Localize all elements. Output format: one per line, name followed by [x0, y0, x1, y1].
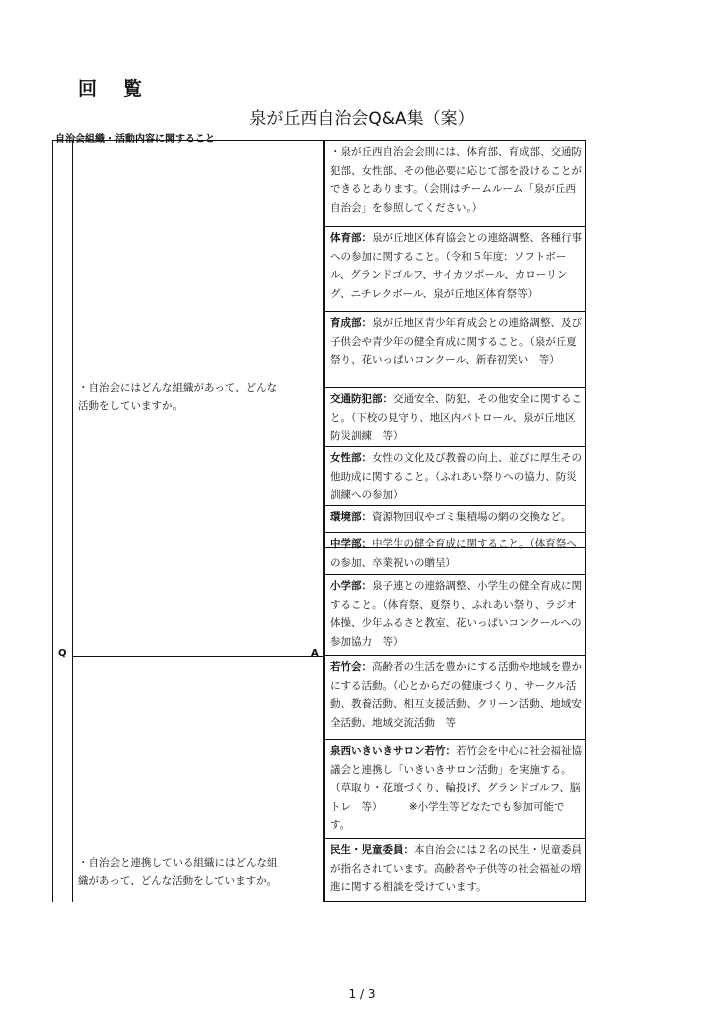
answer-wakatake-club-text: 高齢者の生活を豊かにする活動や地域を豊かにする活動。（心とからだの健康づくり、サークル活動、教養活動、相互支援活動、クリーン活動、地域安全活動、地域交流活動 等 — [330, 661, 582, 729]
answer-elementary-dept-text: 泉子連との連絡調整、小学生の健全育成に関すること。（体育祭、夏祭り、ふれあい祭り、ラジオ体操、少年ふるさと教室、花いっぱいコンクールへの参加協力 等） — [330, 580, 582, 648]
answer-sports-dept-title: 体育部： — [330, 232, 372, 244]
question-2: ・自治会と連携している組織にはどんな組織があって、どんな活動をしていますか。 — [78, 857, 278, 887]
answer-elementary-dept — [324, 574, 586, 656]
answer-ikiiki-salon — [324, 739, 586, 839]
document-title: 泉が丘西自治会Q&A集（案） — [249, 109, 475, 129]
answer-youth-dept-title: 育成部： — [330, 317, 372, 329]
answer-sports-dept-text: 泉が丘地区体育協会との連絡調整、各種行事への参加に関すること。（令和５年度：ソフトボール、グランドゴルフ、サイカツボール、カローリング、ニチレクボール、泉が丘地区体育祭等） — [330, 232, 582, 300]
answer-junior-high-dept — [324, 532, 586, 575]
answer-welfare-commissioners-title: 民生・児童委員： — [330, 844, 414, 856]
answer-environment-dept-title: 環境部： — [330, 511, 372, 523]
answer-welfare-commissioners — [324, 838, 586, 902]
answer-general-text: ・泉が丘西自治会会則には、体育部、育成部、交通防犯部、女性部、その他必要に応じて部を設けることができるとあります。（会則はチームルーム「泉が丘西自治会」を参照してください。） — [330, 146, 582, 214]
answer-women-dept — [324, 446, 586, 506]
answer-environment-dept-text: 資源物回収やゴミ集積場の網の交換など。 — [372, 511, 572, 523]
question-1: ・自治会にはどんな組織があって、どんな活動をしていますか。 — [78, 382, 278, 412]
page-number: 1 / 3 — [348, 987, 376, 1001]
answer-general — [324, 140, 586, 227]
answer-sports-dept — [324, 226, 586, 312]
section-heading: 自治会組織・活動内容に関すること — [55, 134, 215, 145]
answer-wakatake-club — [324, 655, 586, 740]
circulation-label: 回覧 — [78, 78, 169, 100]
answer-junior-high-dept-text: 中学生の健全育成に関すること。（体育祭への参加、卒業祝いの贈呈） — [330, 538, 577, 569]
answer-traffic-crime-dept — [324, 387, 586, 447]
answer-junior-high-dept-title: 中学部： — [330, 538, 372, 550]
answer-wakatake-club-title: 若竹会： — [330, 661, 372, 673]
answer-women-dept-text: 女性の文化及び教養の向上、並びに厚生その他助成に関すること。（ふれあい祭りへの協力、防災訓練への参加） — [330, 452, 582, 501]
question-row-divider — [72, 656, 324, 657]
answer-ikiiki-salon-text: 若竹会を中心に社会福祉協議会と連携し「いきいきサロン活動」を実施する。（草取り・花壇づくり、輪投げ、グランドゴルフ、脳トレ 等） ※小学生等どなたでも参加可能です。 — [330, 745, 582, 831]
answer-traffic-crime-dept-title: 交通防犯部： — [330, 393, 393, 405]
answer-women-dept-title: 女性部： — [330, 452, 372, 464]
answer-youth-dept — [324, 311, 586, 388]
question-table-frame — [52, 140, 324, 902]
a-label: A — [311, 648, 319, 659]
answer-ikiiki-salon-title: 泉西いきいきサロン若竹： — [330, 745, 456, 757]
answer-youth-dept-text: 泉が丘地区青少年育成会との連絡調整、及び子供会や青少年の健全育成に関すること。（泉が丘夏祭り、花いっぱいコンクール、新春初笑い 等） — [330, 317, 582, 366]
answer-elementary-dept-title: 小学部： — [330, 580, 372, 592]
qa-label-column-divider — [72, 140, 73, 902]
answer-traffic-crime-dept-text: 交通安全、防犯、その他安全に関すること。（下校の見守り、地区内パトロール、泉が丘地区防災訓練 等） — [330, 393, 582, 442]
q-label: Q — [58, 648, 67, 659]
answer-welfare-commissioners-text: 本自治会には２名の民生・児童委員が指名されています。高齢者や子供等の社会福祉の増進に関する相談を受けています。 — [330, 844, 582, 893]
